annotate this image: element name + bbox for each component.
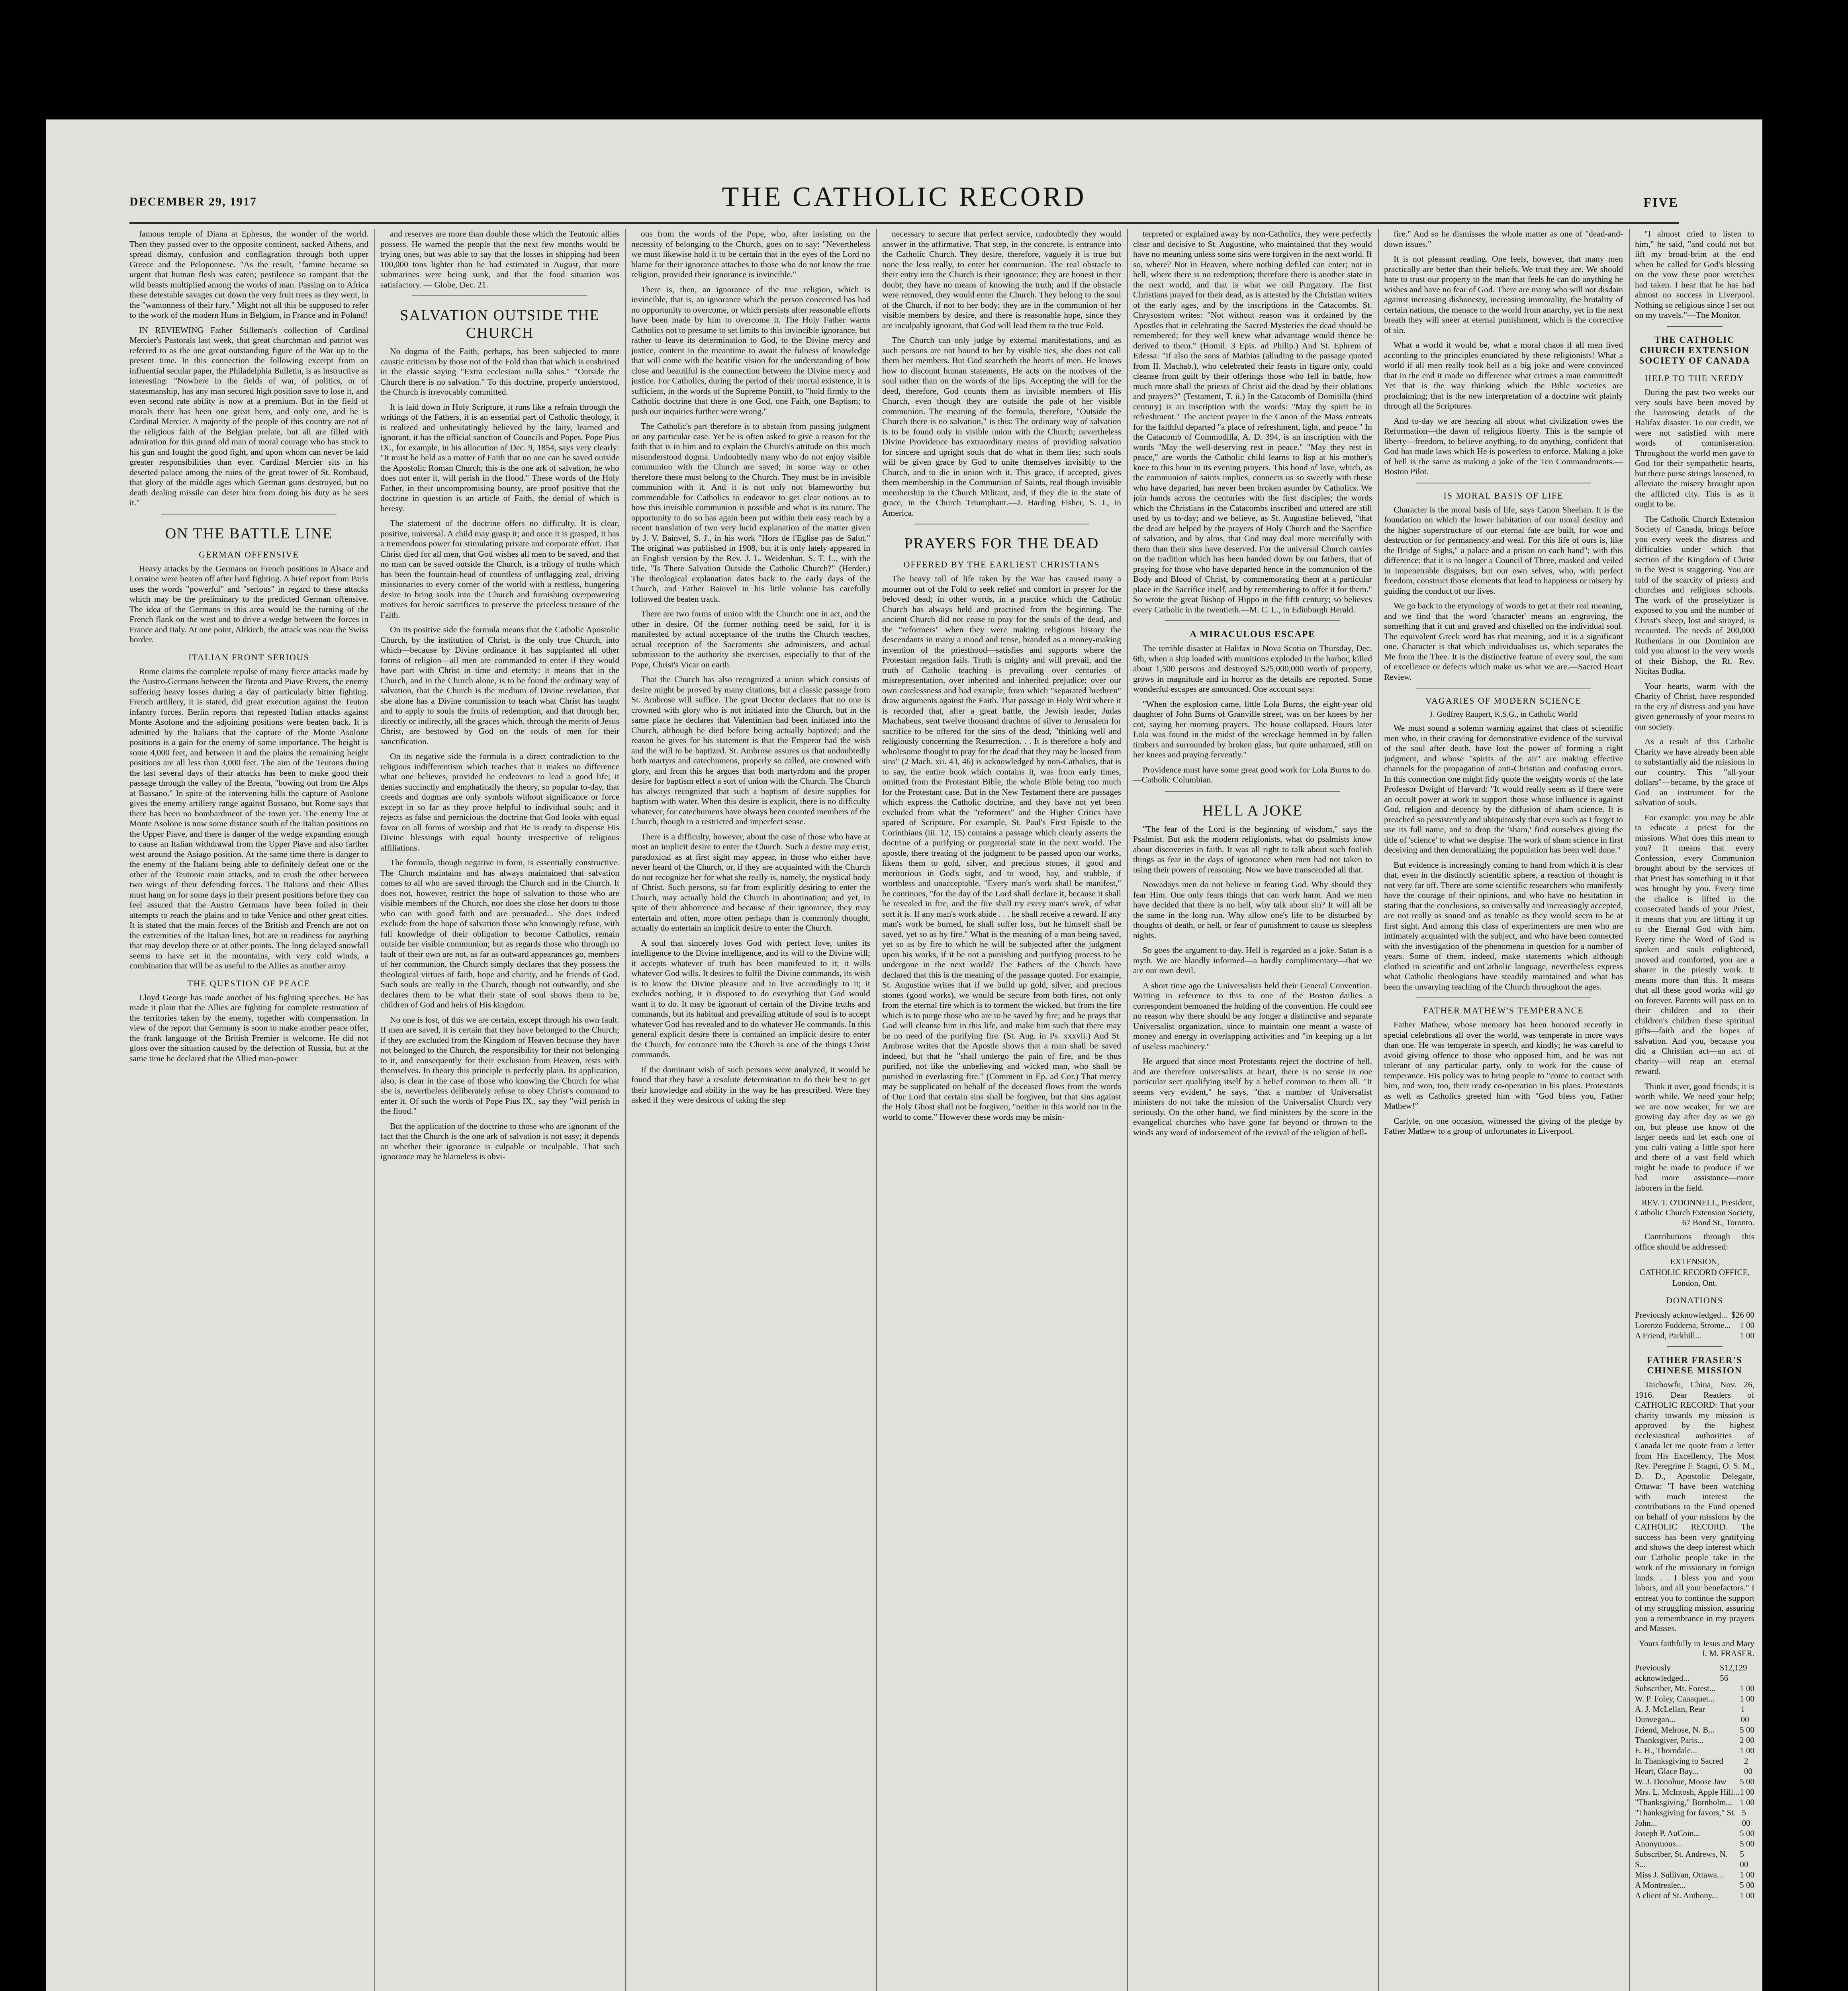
paragraph: "I almost cried to listen to him," he said, "and could not but lift my broad-brim at the end when he called for God's blessing on the vow these poor wretches had taken. I hear that he has had almost no success in Liverpool. Nothing so religious since I set out on my travels."—The Monitor.	[1635, 229, 1754, 320]
donor-name: A Montrealer...	[1635, 1880, 1686, 1890]
headline-prayers-for-dead: PRAYERS FOR THE DEAD	[904, 535, 1099, 552]
donation-row	[1635, 1745, 1754, 1756]
paragraph: As a result of this Catholic Charity we have already been able to substantially aid the missions in our country. This "all-your dollars"—became, by the grace of God an instrument for the salvation of souls.	[1635, 737, 1754, 807]
paragraph: We must sound a solemn warning against that class of scientific men who, in their craving for demonstrative evidence of the survival of the soul after death, have lost the power of forming a right judgment, and whose "spirits of the air" are making effective channels for the propagation of anti-Christian and confusing errors. In this connection one might fitly quote the weighty words of the late Professor Dwight of Harvard: "It would really seem as if there were an occult power at work to support those whose influence is against God, religion and decency by the diffusion of sham science. It is preached so persistently and ubiquitously that even such as I forget to use its full name, and to drop the 'sham,' find ourselves giving the title of 'science' to what we despise. The work of sham science in first deceiving and then demoralizing the population has been well done."	[1384, 723, 1623, 855]
newspaper-page	[46, 119, 1762, 1991]
paragraph: Heavy attacks by the Germans on French positions in Alsace and Lorraine were beaten off after hard fighting. A brief report from Paris uses the words "powerful" and "serious" in regard to these attacks which may be the preliminary to the predicted German offensive. The idea of the Germans in this area would be the turning of the French flank on the west and to drive a wedge between the forces in France and Italy. At one point, Altkirch, the attack was near the Swiss border.	[129, 563, 368, 644]
paragraph: But evidence is increasingly coming to hand from which it is clear that, even in the distinctly scientific sphere, a reaction of thought is not very far off. There are some scientific researchers who manifestly have the courage of their opinions, and who have no hesitation in stating that the conclusions, so universally and increasingly accepted, are not really as sound and as tenable as they would seem to be at first sight. And among this class of experimenters are men who are intimately acquainted with the subject, and who have been connected with the investigation of the phenomena in question for a number of years. Some of them, indeed, make statements which although clothed in scientific and unCatholic language, nevertheless express what Catholic theologians have steadily maintained and what has been the unvarying teaching of the Church throughout the ages.	[1384, 860, 1623, 992]
paragraph: The heavy toll of life taken by the War has caused many a mourner out of the Fold to seek relief and comfort in prayer for the beloved dead; in other words, in a practice which the Catholic Church has always held and practised from the beginning. The ancient Church did not cease to pray for the souls of the dead, and the "reformers" when they were making religious history the descendants in many a mood and tense, branded as a money-making invention of the priesthood—satisfies and supports where the Protestant negation fails. Truth is mighty and will prevail, and the truth of Catholic teaching is prevailing over centuries of misrepresentation, over inherited and inherited prejudice; over our own carelessness and bad example, from which "separated brethren" draw arguments against the Faith. That passage in Holy Writ where it is recorded that, after a great battle, the Jewish leader, Judas Machabeus, sent twelve thousand drachms of silver to Jerusalem for sacrifice to be offered for the sins of the dead, "thinking well and religiously concerning the Resurrection. . . It is therefore a holy and wholesome thought to pray for the dead that they may be loosed from sins" (2 Mach. xii. 43, 46) is acknowledged by non-Catholics, that is to say, the entire book which contains it, was from early times, omitted from the Protestant Bible, the whole Bible being too much for the Protestant case. But in the New Testament there are passages which express the Catholic doctrine, and they have not yet been excluded from what the "reformers" and the Higher Critics have spared of Scripture. For example, St. Paul's First Epistle to the Corinthians (iii. 12, 15) contains a passage which clearly asserts the doctrine of a purifying or purgatorial state in the next world. The apostle, there treating of the judgment to be passed upon our works, likens them to gold, silver, and precious stones, if good and meritorious in God's sight, and to wood, hay, and stubble, if worthless and unacceptable. "Every man's work shall be manifest," he continues, "for the day of the Lord shall declare it, because it shall be revealed in fire, and the fire shall try every man's work, of what sort it is. If any man's work abide . . . he shall receive a reward. If any man's work be burned, he shall suffer loss, but he himself shall be saved, yet so as by fire." What is the meaning of a man being saved, yet so as by fire to which he will be subjected after the judgment upon his works, if it be not a punishing and purifying process to be undergone in the next world? The Fathers of the Church have declared that this is the meaning of the passage quoted. For example, St. Augustine writes that if we build up gold, silver, and precious stones (good works), we would be secure from both fires, not only from the eternal fire which is to torment the wicked, but from the fire which is to purge those who are to be saved by fire; and he prays that God will cleanse him in this life, and make him such that there may be no need of the purifying fire. (St. Aug. in Ps. xxxvii.) And St. Ambrose writes that the Apostle shows that a man shall be saved indeed, but that he "shall undergo the pain of fire, and be thus purified, not like the unbelieving and wicked man, who shall be punished in everlasting fire." (Comment in Ep. ad Cor.) That mercy may be supplicated on behalf of the deceased flows from the words of Our Lord that certain sins shall be forgiven, but that sins against the Holy Ghost shall not be forgiven, "neither in this world nor in the world to come." However these words may be misin-	[882, 574, 1121, 1122]
paragraph: Rome claims the complete repulse of many fierce attacks made by the Austro-Germans between the Brenta and Piave Rivers, the enemy suffering heavy losses during a day of particularly bitter fighting. French artillery, it is stated, did great execution against the Teuton infantry forces. Berlin reports that repeated Italian attacks against Monte Asolone and the adjoining positions were beaten back. It is admitted by the Italians that the capture of the Monte Asolone positions is a gain for the enemy of some importance. The height is some 4,000 feet, and between it and the plains the remaining height positions are all less than 3,000 feet. The aim of the Teutons during the last several days of their attacks has been to make good their passage through the valley of the Brenta, "bowing out from the Alps at Bassano." In spite of the intervening hills the capture of Asolone gives the enemy artillery range against Bassano, but Rome says that there has been no bombardment of the town yet. The enemy line at Monte Asolone is now some distance south of the Italian positions on the Upper Piave, and there is danger of the wedge expanding enough to cause an Italian withdrawal from the Upper Piave and also farther west around the Asiago position. At the same time there is danger to the enemy of the Italians being able to definitely defeat one or the other of the Teutonic main attacks, and to crush the other between two wings of their defending forces. The Italians and their Allies must hang on for some days in their present positions before they can feel assured that the Austro Germans have been foiled in their attempts to reach the plains and to take Venice and other great cities. It is stated that the main forces of the British and French are not on the extremities of the Italian lines, but are in readiness for anything that may develop there or at other points. The long delayed snowfall seems to have set in the mountains, with very cold winds, a combination that will be as useful to the Allies as another army.	[129, 666, 368, 970]
paragraph: "The fear of the Lord is the beginning of wisdom," says the Psalmist. But ask the modern religionists, what do psalmists know about discoveries in faith. It was all right to talk about such foolish things as fear in the days of ignorance when men had not taken to using their powers of reasoning. Now we have transcended all that.	[1133, 824, 1372, 874]
masthead	[129, 179, 1679, 219]
donation-amount: $12,129 56	[1720, 1662, 1747, 1683]
divider	[1667, 326, 1723, 327]
donation-amount: 1 00	[1740, 1694, 1754, 1703]
paragraph: and reserves are more than double those which the Teutonic allies possess. He warned the people that the next few months would be trying ones, but was able to say that the losses in shipping had been 100,000 tons lighter than he had estimated in August, that more submarines were being sunk, and that the food situation was satisfactory. — Globe, Dec. 21.	[380, 229, 619, 289]
address-line: London, Ont.	[1672, 1278, 1717, 1288]
paragraph: If the dominant wish of such persons were analyzed, it would be found that they have a resolute determination to do their best to get their knowledge and ability in the way he has prescribed. Were they asked if they were desirous of taking the step	[631, 1064, 870, 1105]
divider	[412, 295, 587, 296]
donation-row	[1635, 1330, 1754, 1341]
donation-amount: 5 00	[1740, 1725, 1754, 1735]
donation-amount: 1 00	[1740, 1870, 1754, 1880]
newspaper-title: THE CATHOLIC RECORD	[722, 182, 1086, 212]
paragraph: What a world it would be, what a moral chaos if all men lived according to the principles enunciated by these religionists! What a world if all men really took hell as a big joke and were convinced that in the end it made no difference what crimes a man committed! Yet that is the way thinking which the Bible societies are proclaiming; that is the new interpretation of a doctrine writ plainly through all the Scriptures.	[1384, 340, 1623, 411]
paragraph: "When the explosion came, little Lola Burns, the eight-year old daughter of John Burns of Granville street, was on her knees by her cot, saying her morning prayers. The house collapsed. Hours later Lola was found in the midst of the wreckage hemmed in by fallen timbers and surrounded by broken glass, but quite unharmed, still on her knees and praying fervently."	[1133, 699, 1372, 759]
donor-name: Mrs. L. McIntosh, Apple Hill...	[1635, 1787, 1740, 1797]
column-rule	[1378, 229, 1379, 1991]
subhead-german-offensive: GERMAN OFFENSIVE	[199, 549, 299, 559]
column-rule	[1629, 229, 1630, 1991]
paragraph: We go back to the etymology of words to get at their real meaning, and we find that the word 'character' means an engraving, the something that it cut and graved and chiselled on the individual soul. The equivalent Greek word has that meaning, and it is a significant one. Character is that which individualises us, which separates the Me from the Thee. It is the distinctive feature of every soul, the sum of excellence or defects which make us what we are.—Sacred Heart Review.	[1384, 601, 1623, 682]
subhead-earliest-christians: OFFERED BY THE EARLIEST CHRISTIANS	[903, 559, 1100, 569]
column-rule	[876, 229, 877, 1991]
column-6	[1384, 229, 1623, 1991]
donor-name: "Thanksgiving," Bornholm...	[1635, 1797, 1732, 1807]
headline-fraser-mission: FATHER FRASER'S CHINESE MISSION	[1647, 1355, 1742, 1375]
signature: Yours faithfully in Jesus and Mary J. M. FRASER.	[1639, 1638, 1754, 1658]
headline-salvation: SALVATION OUTSIDE THE CHURCH	[400, 307, 600, 341]
donor-name: W. P. Foley, Canaquet...	[1635, 1694, 1715, 1703]
paragraph: But the application of the doctrine to those who are ignorant of the fact that the Church is the one ark of salvation is not easy; it depends on whether their ignorance is culpable or inculpable. That such ignorance may be blameless is obvi-	[380, 1121, 619, 1161]
donation-row	[1635, 1725, 1754, 1735]
donation-amount: 1 00	[1740, 1704, 1749, 1724]
column-5	[1133, 229, 1372, 1991]
column-3	[631, 229, 870, 1991]
byline: J. Godfrey Raupert, K.S.G., in Catholic World	[1429, 710, 1578, 719]
donation-row	[1635, 1890, 1754, 1901]
donor-name: Joseph P. AuCoin...	[1635, 1828, 1700, 1838]
donation-amount: 5 00	[1740, 1776, 1754, 1786]
subhead-help-needy: HELP TO THE NEEDY	[1644, 373, 1745, 383]
donor-name: Lorenzo Foddema, Strome...	[1635, 1320, 1731, 1330]
donation-row	[1635, 1694, 1754, 1704]
headline-father-mathew: FATHER MATHEW'S TEMPERANCE	[1423, 1005, 1584, 1015]
donation-row	[1635, 1849, 1754, 1870]
paragraph: The Catholic Church Extension Society of Canada, brings before you every week the distress and difficulties under which that section of the Kingdom of Christ in the West is staggering. You are told of the scarcity of priests and churches and religious schools. The work of the proselytizer is exposed to you and the number of Christ's sheep, lost and strayed, is recounted. The needs of 200,000 Ruthenians in our Dominion are told you almost in the very words of their Bishop, the Rt. Rev. Nicitas Budka.	[1635, 514, 1754, 676]
donor-name: A Friend, Parkhill...	[1635, 1331, 1701, 1340]
subhead-question-of-peace: THE QUESTION OF PEACE	[187, 978, 311, 988]
donor-name: Previously acknowledged...	[1635, 1662, 1690, 1683]
column-2	[380, 229, 619, 1991]
donation-amount: 5 00	[1740, 1849, 1748, 1869]
divider	[1165, 620, 1340, 621]
subhead-italian-front: ITALIAN FRONT SERIOUS	[188, 652, 309, 662]
donor-name: "Thanksgiving for favors," St. John...	[1635, 1807, 1736, 1828]
paragraph: The statement of the doctrine offers no difficulty. It is clear, positive, universal. A child may grasp it; and once it is grasped, it has a tremendous power for stimulating private and corporate effort. That Christ died for all men, that God wishes all men to be saved, and that no man can be saved outside the Church, is a trilogy of truths which has been the fountain-head of countless of unflagging zeal, driving missionaries to every corner of the world with a restless, hungering desire to bring souls into the Church and furnishing overpowering motives for heroic sacrifices to preserve the priceless treasure of the Faith.	[380, 518, 619, 620]
donation-amount: $26 00	[1731, 1310, 1754, 1320]
divider	[1165, 791, 1340, 792]
donation-amount: 5 00	[1740, 1880, 1754, 1890]
paragraph: The formula, though negative in form, is essentially constructive. The Church maintains and has always maintained that salvation comes to all who are saved through the Church and in the Church. It does not, however, restrict the hope of salvation to those who are visible members of the Church, nor does she close her doors to those who can with good faith and are persuaded... She does indeed exclude from the hope of salvation those who knowingly refuse, with full knowledge of their obligation to become Catholics, remain outside her visible communion; but as regards those who through no fault of their own are not, as far as outward appearances go, members of her communion, the Church simply declares that they possess the theological virtues of faith, hope and charity, and be friends of God. Such souls are really in the Church, though not outwardly, and she declares them to be what their state of soul shows them to be, children of God and heirs of His kingdom.	[380, 858, 619, 1009]
issue-date: DECEMBER 29, 1917	[129, 195, 257, 208]
donation-row	[1635, 1704, 1754, 1725]
donation-amount: 5 00	[1740, 1838, 1754, 1848]
column-rule	[1127, 229, 1128, 1991]
donation-row	[1635, 1310, 1754, 1320]
donation-amount: 2 00	[1744, 1756, 1752, 1776]
paragraph: It is laid down in Holy Scripture, it runs like a refrain through the writings of the Fathers, it is an essential part of Catholic theology, it is realized and unhesitatingly believed by the laity, learned and ignorant, it has the official sanction of Councils and Popes. Pope Pius IX., for example, in his allocution of Dec. 9, 1854, says very clearly: "It must be held as a matter of Faith that no one can be saved outside the Apostolic Roman Church; this is the one ark of salvation, he who does not enter it, will perish in the flood." These words of the Holy Father, in their uncompromising bounty, are proof positive that the doctrine in question is an article of Faith, the denial of which is heresy.	[380, 402, 619, 513]
headline-miraculous-escape: A MIRACULOUS ESCAPE	[1190, 629, 1316, 639]
paragraph: Lloyd George has made another of his fighting speeches. He has made it plain that the Allies are fighting for complete restoration of the territories taken by the enemy, together with compensation. In view of the report that Germany is soon to make another peace offer, the frank language of the British Premier is welcome. He did not gloss over the situation caused by the defection of Russia, but at the same time he declared that the Allied man-power	[129, 992, 368, 1063]
masthead-rule	[129, 222, 1679, 224]
donor-name: A client of St. Anthony...	[1635, 1890, 1718, 1900]
paragraph: Contributions through this office should be addressed:	[1635, 1232, 1754, 1252]
address-line: EXTENSION,	[1670, 1257, 1719, 1266]
paragraph: There is a difficulty, however, about the case of those who have at most an implicit desire to enter the Church. Such a desire may exist, paradoxical as at first sight may appear, in those who either have never heard of the Church, or, if they are acquainted with the Church do not recognize her for what she really is, namely, the mystical body of Christ. Such persons, so far from explicitly desiring to enter the Church, may actually hold the Church in abomination; and yet, in spite of their abhorrence and because of their ignorance, they may entertain and often, more often perhaps than is commonly thought, actually do entertain an implicit desire to enter the Church.	[631, 831, 870, 933]
paragraph: That the Church has also recognized a union which consists of desire might be proved by many citations, but a classic passage from St. Ambrose will suffice. The great Doctor declares that no one is crowned with glory who is not initiated into the Church, but in the same place he declares that Valentinian had been initiated into the Church, although he died before being actually baptized; and the reason he gives for his statement is that the Emperor had the wish and the will to be baptized. St. Ambrose assures us that undoubtedly both martyrs and catechumens, properly so called, are crowned with glory, and from this he argues that both martyrdom and the proper desire for baptism effect a sort of union with the Church. The Church has always recognized that such a baptism of desire supplies for baptism with water. When this desire is explicit, there is no difficulty whatever, for catechumens have always been counted members of the Church, though in a restricted and imperfect sense.	[631, 675, 870, 826]
donation-row	[1635, 1756, 1754, 1776]
headline-hell-a-joke: HELL A JOKE	[1202, 802, 1303, 819]
donation-row	[1635, 1828, 1754, 1838]
paragraph: ous from the words of the Pope, who, after insisting on the necessity of belonging to the Church, goes on to say: "Nevertheless we must likewise hold it to be certain that in the eyes of the Lord no blame for their ignorance attaches to those who do not know the true religion, provided their ignorance is invincible."	[631, 229, 870, 279]
donation-row	[1635, 1807, 1754, 1828]
donor-name: A. J. McLellan, Rear Dunvegan...	[1635, 1704, 1705, 1724]
donor-name: Anonymous...	[1635, 1838, 1682, 1848]
donor-name: Subscriber, St. Andrews, N. S...	[1635, 1849, 1728, 1869]
paragraph: No one is lost, of this we are certain, except through his own fault. If men are saved, it is certain that they have belonged to the Church; if they are excluded from the Kingdom of Heaven because they have not belonged to the Church, the responsibility for their not belonging to it, and consequently for their exclusion from Heaven, rests with themselves. In theory this principle is perfectly plain. Its application, also, is clear in the case of those who knowing the Church for what she is, nevertheless deliberately refuse to obey Christ's command to enter it. Of such the words of Pope Pius IX., say they "will perish in the flood."	[380, 1015, 619, 1116]
address-line: CATHOLIC RECORD OFFICE,	[1639, 1267, 1750, 1277]
paragraph: So goes the argument to-day. Hell is regarded as a joke. Satan is a myth. We are blandly informed—a hardly complimentary—that we are our own devil.	[1133, 945, 1372, 975]
donation-row	[1635, 1735, 1754, 1745]
headline-battle-line: ON THE BATTLE LINE	[165, 525, 333, 542]
donations-list	[1635, 1662, 1754, 1901]
donation-amount: 1 00	[1740, 1787, 1754, 1797]
paragraph: During the past two weeks our very souls have been moved by the harrowing details of the Halifax disaster. To our credit, we were not satisfied with mere words of commiseration. Throughout the world men gave to God for their sympathetic hearts, but there purse strings loosened, to alleviate the misery brought upon the afflicted city. This is as it ought to be.	[1635, 387, 1754, 509]
paragraph: Providence must have some great good work for Lola Burns to do.—Catholic Columbian.	[1133, 765, 1372, 784]
donor-name: In Thanksgiving to Sacred Heart, Glace Bay...	[1635, 1756, 1723, 1776]
paragraph: A short time ago the Universalists held their General Convention. Writing in reference to this to one of the Boston dailies a correspondent bemoaned the holding of the convention. He could see no reason why there should be any longer a distinctive and separate Universalist organization, since to maintain one meant a waste of money and energy in overlapping activities and "in keeping up a lot of useless machinery."	[1133, 980, 1372, 1051]
donation-amount: 1 00	[1740, 1745, 1754, 1755]
paragraph: Carlyle, on one occasion, witnessed the giving of the pledge by Father Mathew to a group of unfortunates in Liverpool.	[1384, 1116, 1623, 1136]
paragraph: famous temple of Diana at Ephesus, the wonder of the world. Then they passed over to the opposite continent, sacked Athens, and spread dismay, confusion and conflagration through both upper Greece and the Peloponnese. "As the result, "famine became so urgent that human flesh was eaten; pestilence so rampant that the wild beasts multiplied among the works of man. Passing on to Africa these detestable savages cut down the very fruit trees as they went, in the "wantonness of their fury." Might not all this be supposed to refer to the work of the modern Huns in Belgium, in France and in Poland!	[129, 229, 368, 320]
donation-amount: 1 00	[1740, 1797, 1754, 1807]
donor-name: Miss J. Sullivan, Ottawa...	[1635, 1870, 1723, 1880]
donation-amount: 1 00	[1740, 1331, 1754, 1340]
donor-name: E. H., Thorndale...	[1635, 1745, 1697, 1755]
paragraph: The Church can only judge by external manifestations, and as such persons are not bound to her by visible ties, she does not call them her members. But God searcheth the hearts of men. He knows how to discount human statements, He acts on the motives of the soul rather than on the words of the lips. Accepting the will for the deed, therefore, God counts them as invisible members of His Church, even though they are outside the pale of her visible communion. The meaning of the formula, therefore, "Outside the Church there is no salvation," is this: The ordinary way of salvation is to be found only in visible union with the Church; nevertheless Divine Providence has extraordinary means of providing salvation for sincere and upright souls that do what in them lies; such souls will be given grace by God to unite themselves invisibly to the Church, and to die in union with it. This grace, if accepted, gives them membership in the Communion of Saints, real though invisible membership in the Church Militant, and, if they die in the state of grace, in the Church Triumphant.—J. Harding Fisher, S. J., in America.	[882, 335, 1121, 518]
headline-extension-society: THE CATHOLIC CHURCH EXTENSION SOCIETY OF CANADA	[1639, 334, 1750, 366]
paragraph: Nowadays men do not believe in fearing God. Why should they fear Him. One only fears things that can work harm. And we men have decided that there is no hell, why talk about sin? It will all be the same in the long run. Why allow one's life to be disturbed by thoughts of death, or hell, or fear of punishment to cause us sleepless nights.	[1133, 880, 1372, 940]
donor-name: Friend, Melrose, N. B...	[1635, 1725, 1715, 1735]
column-1	[129, 229, 368, 1991]
subhead-donations: DONATIONS	[1666, 1295, 1723, 1305]
paragraph: Your hearts, warm with the Charity of Christ, have responded to the cry of distress and you have given generously of your means to our society.	[1635, 681, 1754, 731]
donation-row	[1635, 1797, 1754, 1807]
paragraph: necessary to secure that perfect service, undoubtedly they would answer in the affirmative. That step, in the concrete, is entrance into the Catholic Church. They desire, therefore, vaguely it is true but none the less really, to enter her communion. The real obstacle to their entry into the Church is their ignorance; they are honest in their doubt; they have no means of knowing the truth; and if the obstacle were removed, they would enter the Church. They belong to the soul of the Church, if not to her body; they are in the communion of her visible members by desire, and there is reasonable hope, since they are inculpably ignorant, that God will lead them to the true Fold.	[882, 229, 1121, 330]
donation-amount: 5 00	[1742, 1807, 1750, 1828]
donation-row	[1635, 1787, 1754, 1797]
donation-row	[1635, 1683, 1754, 1694]
column-7	[1635, 229, 1754, 1991]
donation-row	[1635, 1870, 1754, 1880]
paragraph: On its negative side the formula is a direct contradiction to the religious indifferentism which teaches that it makes no difference what one believes, provided he endeavors to lead a good life; it denies succinctly and emphatically the theory, so popular to-day, that creeds and dogmas are only symbols without significance or force except in so far as they prove helpful to individual souls; and it rejects as false and pernicious the doctrine that God looks with equal favor on all forms of worship and that He is ready to dispense His Divine blessings with equal bounty irrespective of religious affiliations.	[380, 751, 619, 853]
donation-row	[1635, 1776, 1754, 1787]
column-rule	[374, 229, 375, 1991]
headline-moral-basis: IS MORAL BASIS OF LIFE	[1443, 490, 1564, 501]
page-number: FIVE	[1643, 195, 1679, 209]
donation-row	[1635, 1320, 1754, 1330]
paragraph: fire." And so he dismisses the whole matter as one of "dead-and-down issues."	[1384, 229, 1623, 249]
paragraph: There are two forms of union with the Church: one in act, and the other in desire. Of the former nothing need be said, for it is manifested by actual acceptance of the truths the Church teaches, actual reception of the Sacraments she administers, and actual submission to the authority she exercises, especially to that of the Pope, Christ's Vicar on earth.	[631, 609, 870, 669]
divider	[1416, 997, 1591, 998]
paragraph: It is not pleasant reading. One feels, however, that many men practically are better than their beliefs. We trust they are. We should hate to trust our property to the man that feels he can do anything he wishes and have no fear of God. There are many who will not disdain against increasing dishonesty, increasing immorality, the brutality of certain nations, the menace to the world from anarchy, yet in the next breath they will sneer at eternal punishment, which is the corrective of sin.	[1384, 254, 1623, 335]
paragraph: Character is the moral basis of life, says Canon Sheehan. It is the foundation on which the lower habitation of our moral destiny and the higher superstructure of our eternal fate are built, for woe and destruction or for permanency and weal. For this life of ours is, like the Bridge of Sighs," a palace and a prison on each hand"; with this difference: that it is no longer a Council of Three, masked and veiled in impenetrable disguises, but our own selves, who, with perfect freedom, construct those elements that lead to happiness or misery by guiding the conduct of our lives.	[1384, 505, 1623, 596]
signature: REV. T. O'DONNELL, President, Catholic Church Extension Society, 67 Bond St., Toronto.	[1635, 1198, 1754, 1227]
paragraph: For example: you may be able to educate a priest for the missions. What does this mean to you? It means that every Confession, every Communion brought about by the services of that Priest has something in it that was brought by you. Every time the chalice is lifted in the consecrated hands of your Priest, it means that you are lifting it up to the Eternal God with him. Every time the Word of God is spoken and souls enlightened, moved and comforted, you are a sharer in the priestly work. It means more than this. It means that all these good works will go on forever. Parents will pass on to their children and to their children's children these spiritual gifts—faith and the hopes of salvation. And you, because you did a Christian act—an act of charity—will reap an eternal reward.	[1635, 812, 1754, 1076]
paragraph: On its positive side the formula means that the Catholic Apostolic Church, by the institution of Christ, is the only true Church, into which—because by Divine ordinance it has supplanted all other forms of religion—all men are commanded to enter if they would have part with Christ in time and eternity: it means that in the Church, and in the Church alone, is to be found the ordinary way of salvation, that the Church is the medium of Divine revelation, that she alone has a Divine commission to teach what Christ has taught and to apply to souls the fruits of redemption, and that through her, directly or indirectly, all the graces which, through the merits of Jesus Christ, are bestowed by God on the souls of men for their sanctification.	[380, 625, 619, 746]
paragraph: The Catholic's part therefore is to abstain from passing judgment on any particular case. Yet he is often asked to give a reason for the faith that is in him and to explain the Church's attitude on this much misunderstood dogma. Undoubtedly many who do not enjoy visible communion with the Church are saved; in some way or other therefore these must belong to the Church. They must be in invisible communion with it. And it is not only not blameworthy but commendable for Catholics to endeavor to get clear notions as to how this invisible communion is possible and what is its nature. The opportunity to do so has again been put within their easy reach by a recent translation of two very lucid explanation of the matter given by J. V. Bainvel, S. J., in his work "Hors de l'Eglise pas de Salut." The original was published in 1908, but it is only lately appeared in an English version by the Rev. J. L. Weidenhan, S. T. L., with the title, "Is There Salvation Outside the Catholic Church?" (Herder.) The theological explanation dates back to the early days of the Church, and Father Bainvel in his little volume has carefully followed the beaten track.	[631, 421, 870, 604]
paragraph: No dogma of the Faith, perhaps, has been subjected to more caustic criticism by those not of the Fold than that which is enshrined in the classic saying "Extra ecclesiam nulla salus." "Outside the Church there is no salvation." To this doctrine, properly understood, the Church is irrevocably committed.	[380, 346, 619, 397]
donation-row	[1635, 1838, 1754, 1849]
donor-name: Thanksgiver, Paris...	[1635, 1735, 1704, 1745]
donor-name: Subscriber, Mt. Forest...	[1635, 1683, 1716, 1693]
donation-row	[1635, 1880, 1754, 1890]
donor-name: Previously acknowledged...	[1635, 1310, 1728, 1320]
donor-name: W. J. Donohue, Moose Jaw	[1635, 1776, 1727, 1786]
paragraph: He argued that since most Protestants reject the doctrine of hell, and are therefore universalists at heart, there is no sense in one particular sect qualifying itself by a belief common to them all. "It seems very evident," he says, "that a number of Universalist ministers do not take the mission of the Universalist Church very seriously. On the other hand, we find ministers by the score in the evangelical churches who have gone far beyond or thrown to the winds any word of indorsement of the revival of the religion of hell-	[1133, 1056, 1372, 1137]
paragraph: There is, then, an ignorance of the true religion, which is invincible, that is, an ignorance which the person concerned has had no opportunity to overcome, or which persists after reasonable efforts have been made by him to overcome it. The Holy Father warns Catholics not to presume to set limits to this invincible ignorance, but rather to leave its determination to God, to the Divine mercy and justice, content in the meantime to await the fulness of knowledge that will come with the beatific vision for the understanding of how close and beautiful is the connection between the Divine mercy and justice. For Catholics, during the period of their mortal existence, it is sufficient, in the words of the Supreme Pontiff, to "hold firmly to the Catholic doctrine that there is one God, one Faith, one Baptism; to push our inquiries further were wrong."	[631, 284, 870, 416]
column-4	[882, 229, 1121, 1991]
headline-vagaries-science: VAGARIES OF MODERN SCIENCE	[1425, 696, 1582, 706]
donation-amount: 1 00	[1740, 1890, 1754, 1900]
donation-row	[1635, 1662, 1754, 1683]
paragraph: Taichowfu, China, Nov. 26, 1916. Dear Readers of CATHOLIC RECORD: That your charity towards my mission is approved by the highest ecclesiastical authorities of Canada let me quote from a letter from His Excellency, The Most Rev. Peregrine F. Stagni, O. S. M., D. D., Apostolic Delegate, Ottawa: "I have been watching with much interest the contributions to the Fund opened on behalf of your missions by the CATHOLIC RECORD. The success has been very gratifying and shows the deep interest which our Catholic people take in the work of the missionary in foreign lands. . . I bless you and your labors, and all your benefactors." I entreat you to continue the support of my struggling mission, assuring you a remembrance in my prayers and Masses.	[1635, 1380, 1754, 1633]
divider	[1667, 1346, 1723, 1347]
paragraph: Think it over, good friends; it is worth while. We need your help; we are now weaker, for we are growing day after day as we go on, but please use know of the larger needs and let each one of you culti vating a little spot here and there of a vast field which might be made to produce if we had more assistance—more laborers in the field.	[1635, 1081, 1754, 1193]
paragraph: IN REVIEWING Father Stilleman's collection of Cardinal Mercier's Pastorals last week, that great churchman and patriot was referred to as the one great outstanding figure of the War up to the present time. In this connection the following excerpt from an influential secular paper, the Philadelphia Bulletin, is as instructive as interesting: "Nowhere in the fields of war, of politics, or of statesmanship, has any man secured high position save to lose it, and even second rate ability is now at a premium. But in the field of morals there has been one great hero, and only one, and he is Cardinal Mercier. A majority of the people of this country are not of the religious faith of the Belgian prelate, but all are filled with admiration for this grand old man of moral courage who has stuck to his gun and fought the good fight, and upon whom can never be laid greater responsibilities than ever. Cardinal Mercier sits in his deserted palace among the ruins of the great tower of St. Rombaud, that glory of the middle ages which German guns destroyed, but no death dealing missile can deter him from doing his duty as he sees it."	[129, 325, 368, 507]
column-rule	[625, 229, 626, 1991]
paragraph: Father Mathew, whose memory has been honored recently in special celebrations all over the world, was temperate in more ways than one. He was temperate in speech, and kindly; he was careful to avoid giving offence to those who opposed him, and he was not tolerant of any particular party, only to work for the cause of temperance. His policy was to bring people to "come to contact with him, and won, too, their ready co-operation in his plans. Protestants as well as Catholics greeted him with "God bless you, Father Mathew!"	[1384, 1020, 1623, 1111]
donation-amount: 2 00	[1740, 1735, 1754, 1745]
paragraph: And to-day we are hearing all about what civilization owes the Reformation—the dawn of religious liberty. This is the sample of liberty—freedom, to believe anything, to do anything, confident that God has made laws which He is powerless to enforce. Making a joke of hell is the same as making a joke of the Ten Commandments.—Boston Pilot.	[1384, 416, 1623, 476]
donations-list	[1635, 1310, 1754, 1341]
donation-amount: 5 00	[1740, 1828, 1754, 1838]
donation-amount: 1 00	[1740, 1683, 1754, 1693]
donation-amount: 1 00	[1740, 1320, 1754, 1330]
paragraph: A soul that sincerely loves God with perfect love, unites its intelligence to the Divine intelligence, and its will to the Divine will; it accepts whatever of truth has been manifested to it; it wills whatever God wills. It desires to fulfil the Divine commands, its wish is to know the Divine pleasure and to live accordingly to it; it excludes nothing, it is disposed to do everything that God would want it to do. It may be ignorant of certain of the Divine truths and commands, but its habitual and prevailing attitude of soul is to accept whatever God has revealed and to do whatever He commands. In this general explicit desire there is contained an implicit desire to enter the Church, for entrance into the Church is one of the things Christ commands.	[631, 938, 870, 1059]
paragraph: terpreted or explained away by non-Catholics, they were perfectly clear and decisive to St. Augustine, who maintained that they would have no meaning unless some sins were forgiven in the next world. If so, where? Not in Heaven, where nothing defiled can enter; not in hell, where there is no redemption; therefore there is another state in the next world, and that is what we call Purgatory. The first Christians prayed for their dead, as is attested by the Christian writers of the early ages, and by the inscriptions in the Catacombs. St. Chrysostom writes: "Not without reason was it ordained by the Apostles that in celebrating the Sacred Mysteries the dead should be remembered; for they well knew what advantage would thence be derived to them." (Homil. 3 Epis. ad Philip.) And St. Ephrem of Edessa: "If also the sons of Mathias (alluding to the passage quoted from II. Machab.), who celebrated their feasts in figure only, could cleanse from guilt by their offerings those who fell in battle, how much more shall the priests of Christ aid the dead by their oblations and prayers?" (Testament, T. ii.) In the Catacomb of Domitilla (third century) is an inscription with the words: "May thy spirit be in refreshment." The ancient prayer in the Canon of the Mass entreats for the faithful departed "a place of refreshment, light, and peace." In the Catacomb of Commodilla, A. D. 394, is an inscription with the words "May the well-deserving rest in peace." "May they rest in peace," are words the Catholic child learns to lisp at his mother's knee to this hour in its evening prayers. This bond of love, which, as the communion of saints implies, connects us so sweetly with those who have departed, has never been broken asunder by Catholics. We join hands across the centuries with the first disciples; the words which the Christians in the Catacombs inscribed and uttered are still used by us to-day; and we believe, as St. Augustine believed, "that the dead are helped by the prayers of Holy Church and the Sacrifice of salvation, and by alms, that God may deal more mercifully with them than their sins have deserved. For the universal Church carries on the tradition which has been handed down by our fathers, that of praying for those who have departed hence in the communion of the Body and Blood of Christ, by commemorating them at a particular place in the Sacrifice itself, and by remembering to offer it for them." So wrote the great Bishop of Hippo in the fifth century; so believes every Catholic in the twentieth.—M. C. L., in Edinburgh Herald.	[1133, 229, 1372, 614]
paragraph: The terrible disaster at Halifax in Nova Scotia on Thursday, Dec. 6th, when a ship loaded with munitions exploded in the harbor, killed about 1,500 persons and destroyed $25,000,000 worth of property, grows in magnitude and in horror as the details are reported. Some wonderful escapes are announced. One account says:	[1133, 643, 1372, 694]
